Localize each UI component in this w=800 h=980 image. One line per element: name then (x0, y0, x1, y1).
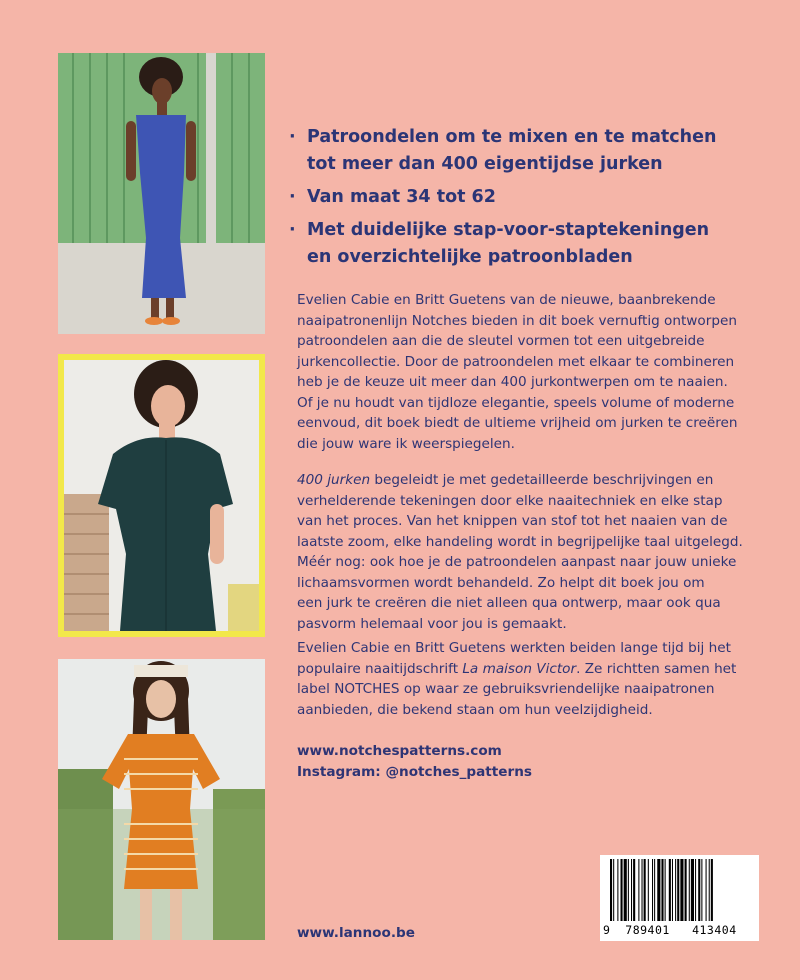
bullet-marker: · (289, 187, 296, 207)
barcode-bar (624, 859, 627, 921)
barcode-bar (680, 859, 683, 921)
barcode-bars (608, 859, 751, 921)
barcode-bar (631, 859, 632, 921)
description-text (297, 470, 777, 634)
feature-text: Van maat 34 tot 62 (307, 187, 496, 207)
barcode-bar (701, 859, 702, 921)
barcode-bar (695, 859, 696, 921)
barcode-bar (648, 859, 649, 921)
feature-text: Patroondelen om te mixen en te matchen tot meer dan 400 eigentijdse jurken (307, 127, 717, 174)
barcode-bar (621, 859, 623, 921)
photo-orange-dress (58, 659, 265, 940)
bullet-marker: · (289, 127, 296, 147)
instagram-link[interactable]: Instagram: @notches_patterns (297, 763, 532, 780)
intro-paragraph (297, 290, 777, 454)
authors-text-b: . Ze richtten samen het label NOTCHES op waar ze gebruiksvriendelijke naaipatronen aanbieden, die bekend staan om hun veelzijdigheid. (297, 660, 737, 718)
barcode-bar (617, 859, 618, 921)
website-link[interactable]: www.notchespatterns.com (297, 743, 502, 759)
contact-links (297, 741, 777, 782)
description-paragraph (297, 470, 777, 634)
bullet-marker: · (289, 220, 296, 240)
barcode-bar (698, 859, 700, 921)
barcode-bar (709, 859, 710, 921)
barcode-bar (691, 859, 694, 921)
authors-text-a: Evelien Cabie en Britt Guetens werkten beiden lange tijd bij het populaire naaitijdschrift (297, 640, 731, 677)
barcode-bar (685, 859, 687, 921)
description-body: begeleidt je met gedetailleerde beschrijvingen en verhelderende tekeningen door elke naaitechniek en elke stap van het proces. Van het knippen van stof tot het naaien van de laatste zoom, elke handeling wordt in begrijpelijke taal uitgelegd. Méér nog: ook hoe je de patroondelen aanpast naar jouw unieke lichaamsvormen wordt behandeld. Zo helpt dit boek jou om een jurk te creëren die niet alleen qua ontwerp, maar ook qua pasvorm helemaal voor jou is gemaakt. (297, 472, 743, 632)
barcode-bar (661, 859, 663, 921)
photo-teal-dress (58, 354, 265, 637)
barcode-bar (638, 859, 639, 921)
barcode-bar (628, 859, 629, 921)
isbn-number: 9 789401 413404 (603, 923, 737, 937)
barcode-bar (706, 859, 707, 921)
barcode-bar (665, 859, 666, 921)
barcode-bar (669, 859, 671, 921)
magazine-title: La maison Victor (462, 660, 577, 677)
intro-text: Evelien Cabie en Britt Guetens van de nieuwe, baanbrekende naaipatronenlijn Notches bieden in dit boek vernuftig ontworpen patroondelen aan die de sleutel vormen tot een uitgebreide jurkencollectie. Door de patroondelen met elkaar te combineren heb je de keuze uit meer dan 400 jurkontwerpen om te naaien. Of je nu houdt van tijdloze elegantie, speels volume of moderne eenvoud, dit boek biedt de ultieme vrijheid om jurken te creëren die jouw ware ik weerspiegelen. (297, 292, 738, 452)
barcode-bar (613, 859, 614, 921)
feature-item (289, 124, 769, 178)
authors-text (297, 638, 777, 720)
feature-list (289, 124, 769, 277)
book-title: 400 jurken (297, 472, 371, 488)
isbn-barcode (600, 855, 759, 941)
barcode-bar (689, 859, 690, 921)
barcode-bar (654, 859, 655, 921)
barcode-bar (633, 859, 635, 921)
barcode-bar (675, 859, 676, 921)
feature-item (289, 217, 769, 271)
barcode-bar (652, 859, 653, 921)
feature-item (289, 184, 769, 211)
barcode-bar (644, 859, 646, 921)
publisher-url[interactable]: www.lannoo.be (297, 925, 415, 941)
feature-text: Met duidelijke stap-voor-staptekeningen en overzichtelijke patroonbladen (307, 220, 710, 267)
barcode-bar (657, 859, 660, 921)
barcode-bar (677, 859, 679, 921)
authors-paragraph (297, 638, 777, 720)
barcode-bar (642, 859, 643, 921)
barcode-bar (672, 859, 673, 921)
barcode-bar (610, 859, 612, 921)
photo-blue-dress (58, 53, 265, 334)
barcode-bar (711, 859, 713, 921)
